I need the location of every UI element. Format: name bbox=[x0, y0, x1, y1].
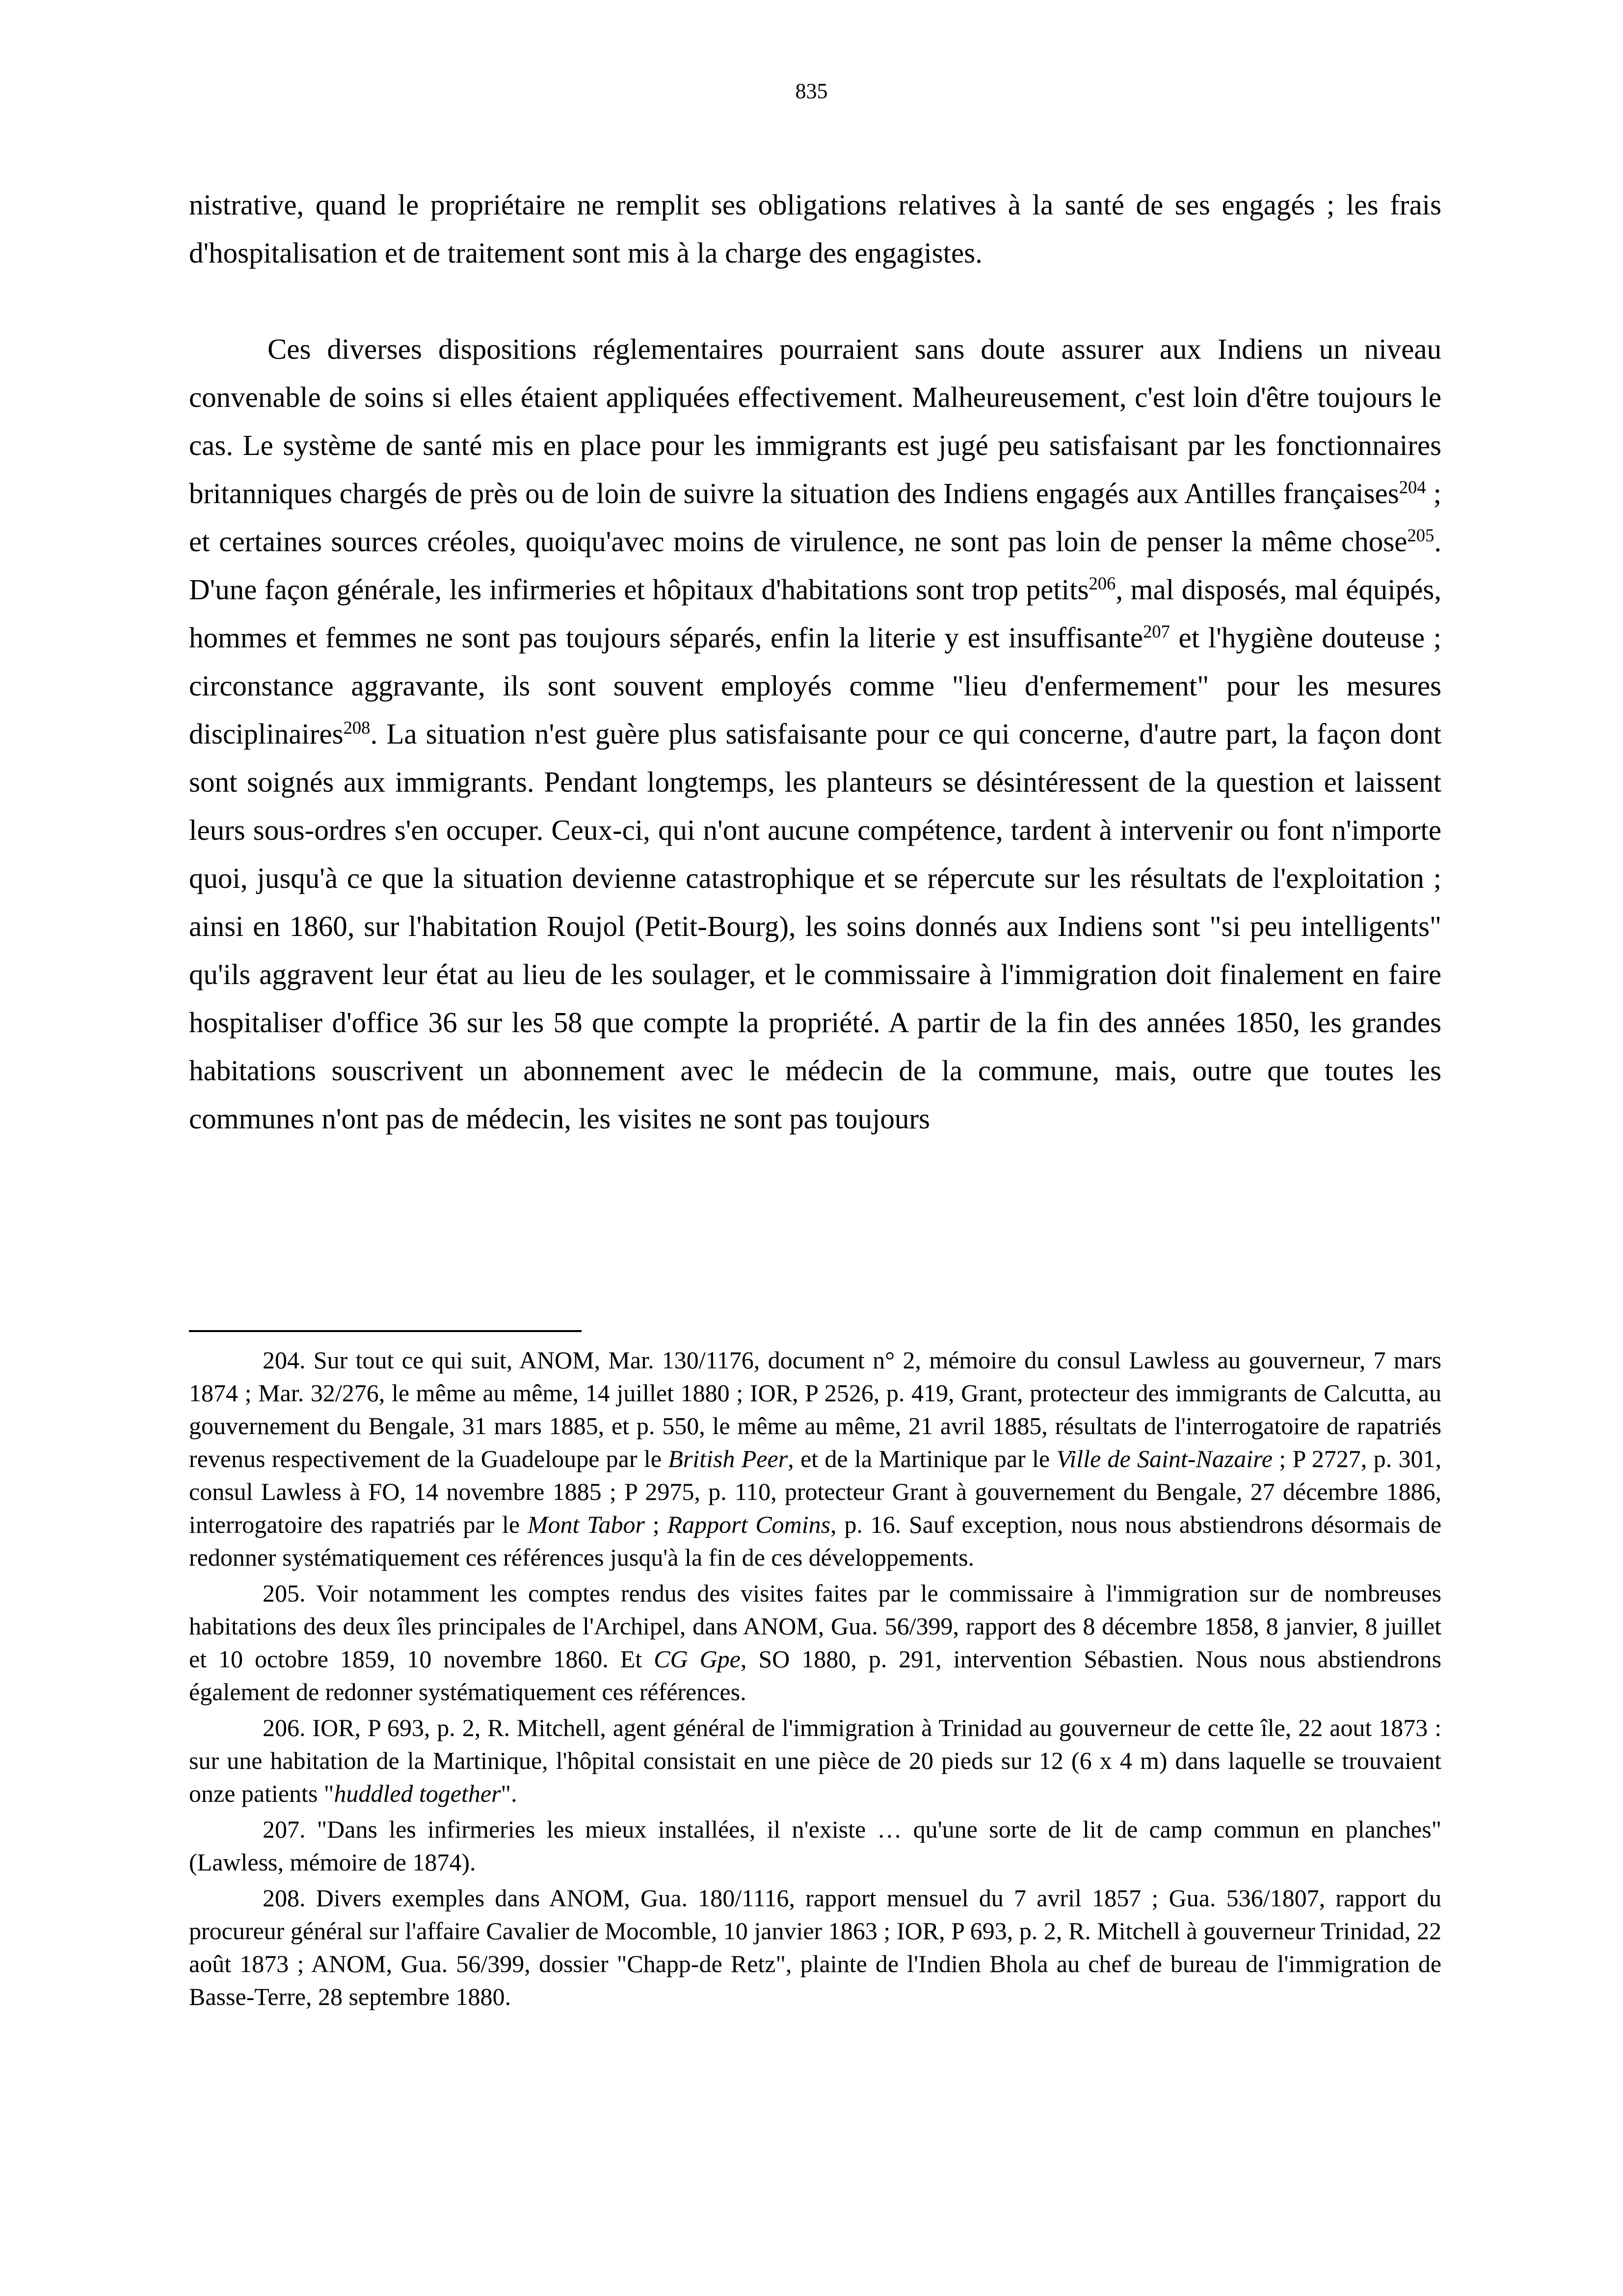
text-run: ; bbox=[644, 1511, 667, 1538]
report-title-italic: Rapport Comins bbox=[667, 1511, 831, 1538]
footnotes bbox=[189, 1344, 1441, 2016]
text-run: ; et certaines sources créoles, quoiqu'avec moins de virulence, ne sont pas loin de penser la même chose bbox=[189, 477, 1441, 558]
footnote-207 bbox=[189, 1813, 1441, 1879]
text-run: et l'hygiène douteuse ; circonstance aggravante, ils sont souvent employés comme "lieu d'enfermement" pour les mesures disciplinaires bbox=[189, 621, 1441, 750]
footnote-ref-204[interactable]: 204 bbox=[1399, 477, 1426, 497]
text-run: Ces diverses dispositions réglementaires pourraient sans doute assurer aux Indiens un niveau convenable de soins si elles étaient appliquées effectivement. Malheureusement, c'est loin d'être toujours le cas. Le système de santé mis en place pour les immigrants est jugé peu satisfaisant par les fonctionnaires britanniques chargés de près ou de loin de suivre la situation des Indiens engagés aux Antilles françaises bbox=[189, 333, 1441, 509]
text-run: 206. IOR, P 693, p. 2, R. Mitchell, agent général de l'immigration à Trinidad au gouverneur de cette île, 22 aout 1873 : sur une habitation de la Martinique, l'hôpital consistait en une pièce de 20 pieds sur 12 (6 x 4 m) dans laquelle se trouvaient onze patients " bbox=[189, 1714, 1441, 1807]
footnote-separator bbox=[189, 1330, 582, 1332]
paragraph-continuation: nistrative, quand le propriétaire ne remplit ses obligations relatives à la santé de ses engagés ; les frais d'hospitalisation et de traitement sont mis à la charge des engagistes. bbox=[189, 188, 1441, 269]
footnote-ref-207[interactable]: 207 bbox=[1143, 621, 1170, 641]
text-run: , et de la Martinique par le bbox=[788, 1445, 1057, 1472]
footnote-ref-208[interactable]: 208 bbox=[343, 717, 371, 738]
source-abbrev-italic: CG Gpe bbox=[654, 1645, 741, 1673]
text-run: , mal disposés, mal équipés, hommes et femmes ne sont pas toujours séparés, enfin la literie y est insuffisante bbox=[189, 573, 1441, 654]
page-number: 835 bbox=[795, 79, 828, 103]
paragraph-health-system bbox=[189, 325, 1441, 1143]
text-run: . La situation n'est guère plus satisfaisante pour ce qui concerne, d'autre part, la façon dont sont soignés aux immigrants. Pendant longtemps, les planteurs se désintéressent de la question et laissent leurs sous-ordres s'en occuper. Ceux-ci, qui n'ont aucune compétence, tardent à intervenir ou font n'importe quoi, jusqu'à ce que la situation devienne catastrophique et se répercute sur les résultats de l'exploitation ; ainsi en 1860, sur l'habitation Roujol (Petit-Bourg), les soins donnés aux Indiens sont "si peu intelligents" qu'ils aggravent leur état au lieu de les soulager, et le commissaire à l'immigration doit finalement en faire hospitaliser d'office 36 sur les 58 que compte la propriété. A partir de la fin des années 1850, les grandes habitations souscrivent un abonnement avec le médecin de la commune, mais, outre que toutes les communes n'ont pas de médecin, les visites ne sont pas toujours bbox=[189, 718, 1441, 1135]
ship-name-italic: Ville de Saint-Nazaire bbox=[1056, 1445, 1273, 1472]
footnote-208 bbox=[189, 1882, 1441, 2013]
text-run: . D'une façon générale, les infirmeries et hôpitaux d'habitations sont trop petits bbox=[189, 525, 1441, 606]
text-run: 208. Divers exemples dans ANOM, Gua. 180/1116, rapport mensuel du 7 avril 1857 ; Gua. 536/1807, rapport du procureur général sur l'affaire Cavalier de Mocomble, 10 janvier 1863 ; IOR, P 693, p. 2, R. Mitchell à gouverneur Trinidad, 22 août 1873 ; ANOM, Gua. 56/399, dossier "Chapp-de Retz", plainte de l'Indien Bhola au chef de bureau de l'immigration de Basse-Terre, 28 septembre 1880. bbox=[189, 1884, 1441, 2010]
text-run: ". bbox=[501, 1780, 517, 1807]
footnote-206 bbox=[189, 1711, 1441, 1810]
text-run: 204. Sur tout ce qui suit, ANOM, Mar. 130/1176, document n° 2, mémoire du consul Lawless au gouverneur, 7 mars 1874 ; Mar. 32/276, le même au même, 14 juillet 1880 ; IOR, P 2526, p. 419, Grant, protecteur des immigrants de Calcutta, au gouvernement du Bengale, 31 mars 1885, et p. 550, le même au même, 21 avril 1885, résultats de l'interrogatoire de rapatriés revenus respectivement de la Guadeloupe par le bbox=[189, 1346, 1441, 1472]
text-run: ; P 2727, p. 301, consul Lawless à FO, 14 novembre 1885 ; P 2975, p. 110, protecteur Grant à gouvernement du Bengale, 27 décembre 1886, interrogatoire des rapatriés par le bbox=[189, 1445, 1441, 1538]
text-run: , SO 1880, p. 291, intervention Sébastien. Nous nous abstiendrons également de redonner systématiquement ces références. bbox=[189, 1645, 1442, 1706]
footnote-204 bbox=[189, 1344, 1441, 1574]
text-run: 205. Voir notamment les comptes rendus des visites faites par le commissaire à l'immigration sur de nombreuses habitations des deux îles principales de l'Archipel, dans ANOM, Gua. 56/399, rapport des 8 décembre 1858, 8 janvier, 8 juillet et 10 octobre 1859, 10 novembre 1860. Et bbox=[189, 1579, 1441, 1673]
footnote-ref-205[interactable]: 205 bbox=[1407, 525, 1435, 545]
ship-name-italic: Mont Tabor bbox=[527, 1511, 645, 1538]
footnote-205 bbox=[189, 1577, 1441, 1709]
text-run: 207. "Dans les infirmeries les mieux installées, il n'existe … qu'une sorte de lit de camp commun en planches" (Lawless, mémoire de 1874). bbox=[189, 1815, 1441, 1876]
ship-name-italic: British Peer bbox=[668, 1445, 788, 1472]
main-text bbox=[189, 181, 1441, 1143]
quote-italic: huddled together bbox=[334, 1780, 501, 1807]
footnote-ref-206[interactable]: 206 bbox=[1089, 573, 1116, 593]
text-run: , p. 16. Sauf exception, nous nous abstiendrons désormais de redonner systématiquement ces références jusqu'à la fin de ces développements. bbox=[189, 1511, 1442, 1571]
